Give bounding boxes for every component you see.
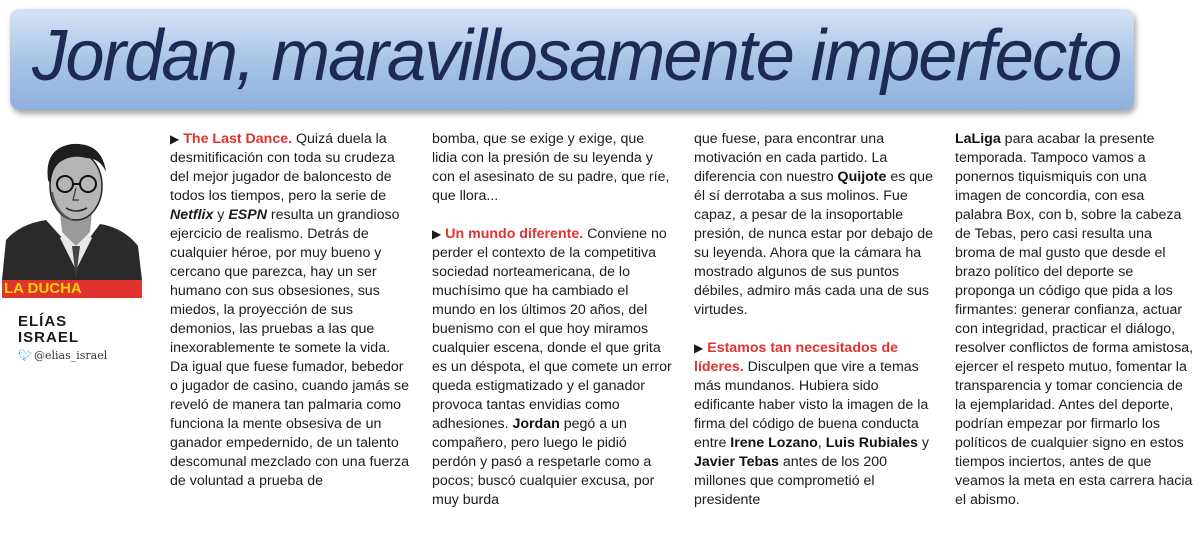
author-first-name: ELÍAS xyxy=(18,313,68,330)
name-irene-lozano: Irene Lozano xyxy=(730,435,818,451)
body-text: Quizá duela la desmitificación con toda su crudeza del mejor jugador de baloncesto de todos los tiempos, pero la serie de xyxy=(170,131,395,204)
author-portrait-drawing xyxy=(2,128,142,280)
section-label: LA DUCHA xyxy=(2,280,142,298)
name-laliga: LaLiga xyxy=(955,131,1001,147)
article-column-3 xyxy=(694,130,934,530)
paragraph-un-mundo-diferente xyxy=(432,225,672,510)
twitter-handle: @elias_israel xyxy=(33,349,108,362)
name-quijote: Quijote xyxy=(837,169,887,185)
bullet-icon: ▶ xyxy=(694,341,704,355)
subheading-estamos-tan-necesitados: Estamos tan necesitados de líderes. xyxy=(694,340,899,375)
paragraph-continued xyxy=(694,130,934,320)
headline: Jordan, maravillosamente imperfecto xyxy=(32,16,1121,96)
paragraph-the-last-dance xyxy=(170,130,410,491)
paragraph-continued xyxy=(955,130,1195,510)
article-column-4 xyxy=(955,130,1195,530)
body-text: resulta un grandioso ejercicio de realismo. Detrás de cualquier héroe, por muy bueno y cercano que parezca, hay un ser humano con sus obsesiones, sus miedos, la proyección de sus demonios, las pruebas a las que inexorablemente te somete la vida. Da igual que fuese fumador, bebedor o jugador de casino, cuando jamás se reveló de manera tan palmaria como funciona la mente obsesiva de un ganador empedernido, de un talento descomunal mezclado con una fuerza de voluntad a prueba de xyxy=(170,207,409,489)
author-last-name: ISRAEL xyxy=(18,329,80,346)
subheading-un-mundo-diferente: Un mundo diferente. xyxy=(445,226,584,242)
espn-brand: ESPN xyxy=(228,207,267,223)
body-text: pegó a un compañero, pero luego le pidió perdón y pasó a respetarle como a pocos; buscó cualquier excusa, por muy burda xyxy=(432,416,655,508)
body-text: es que él sí derrotaba a sus molinos. Fue capaz, a pesar de la insoportable presión, de nunca estar por debajo de su leyenda. Ahora que la cámara ha mostrado algunos de sus puntos débiles, admiro más cada una de sus virtudes. xyxy=(694,169,933,318)
body-text: Conviene no perder el contexto de la competitiva sociedad norteamericana, de lo muchísimo que ha cambiado el mundo en los últimos 20 años, del buenismo con el que hoy miramos cualquier escena, donde el que grita es un déspota, el que comete un error queda estigmatizado y el ganador provoca tantas envidias como adhesiones. xyxy=(432,226,672,432)
article-column-2 xyxy=(432,130,672,530)
body-text: , xyxy=(817,435,826,451)
name-luis-rubiales: Luis Rubiales xyxy=(825,435,918,451)
paragraph-continued: bomba, que se exige y exige, que lidia con la presión de su leyenda y con el asesinato de su padre, que ríe, que llora... xyxy=(432,131,670,204)
body-text: Disculpen que vire a temas más mundanos. Hubiera sido edificante haber visto la imagen de la firma del código de buena conducta entre xyxy=(694,359,929,451)
subheading-the-last-dance: The Last Dance. xyxy=(183,131,293,147)
paragraph-estamos-tan-necesitados xyxy=(694,339,934,510)
body-text: antes de los 200 millones que comprometió el presidente xyxy=(694,454,887,508)
body-text: que fuese, para encontrar una motivación en cada partido. La diferencia con nuestro xyxy=(694,131,888,185)
body-text: y xyxy=(213,207,229,223)
netflix-brand: Netflix xyxy=(170,207,214,223)
body-text: y xyxy=(917,435,929,451)
twitter-bird-icon: 🐦︎ xyxy=(18,349,32,362)
author-portrait xyxy=(2,128,142,280)
body-text: para acabar la presente temporada. Tampoco vamos a ponernos tiquismiquis con una imagen de concordia, con esa palabra Box, con b, sobre la cabeza de Tebas, pero casi resulta una broma de mal gusto que desde el brazo político del deporte se proponga un código que pida a los firmantes: generar confianza, actuar con integridad, practicar el diálogo, resolver conflictos de forma amistosa, ejercer el respeto mutuo, fomentar la transparencia y tomar conciencia de la ejemplaridad. Antes del deporte, podrían empezar por firmarlo los políticos de cualquier signo en estos tiempos inciertos, antes de que veamos la meta en esta carrera hacia el abismo. xyxy=(955,131,1194,508)
name-javier-tebas: Javier Tebas xyxy=(694,454,779,470)
author-twitter[interactable] xyxy=(18,349,107,362)
author-name xyxy=(18,314,79,346)
bullet-icon: ▶ xyxy=(432,227,442,241)
name-jordan: Jordan xyxy=(512,416,560,432)
article-column-1 xyxy=(170,130,410,530)
bullet-icon: ▶ xyxy=(170,132,180,146)
headline-banner xyxy=(10,8,1134,110)
